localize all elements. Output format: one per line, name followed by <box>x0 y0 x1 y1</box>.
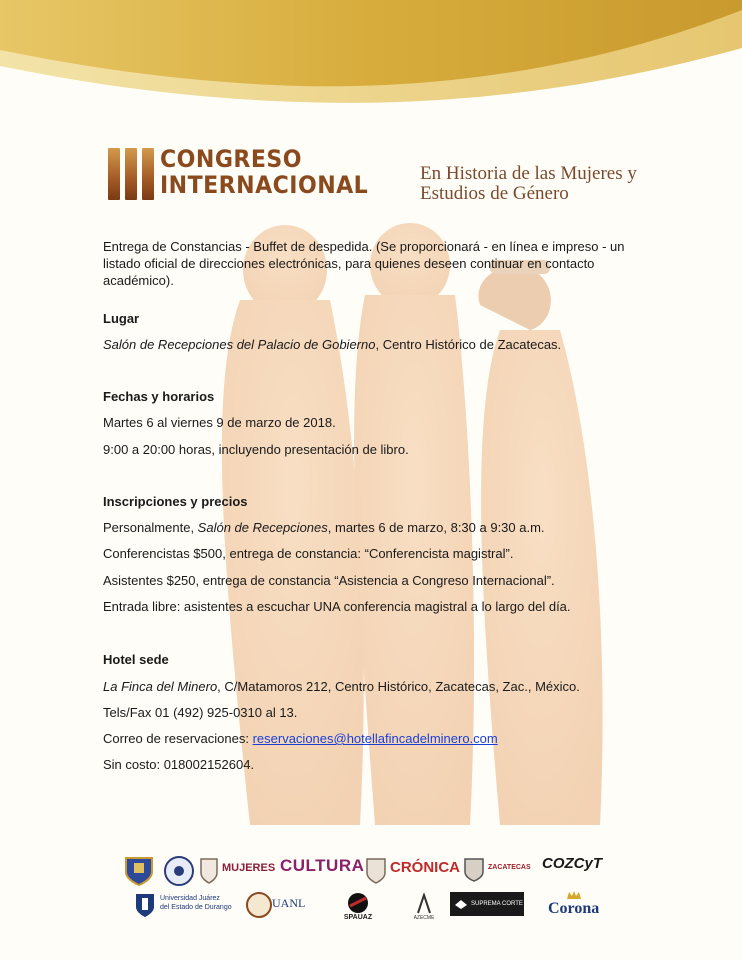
azecme-text: AZECME <box>413 915 435 921</box>
hotel-email-line <box>103 730 498 747</box>
sponsor-logos <box>118 850 618 926</box>
congress-title-line1: CONGRESO <box>160 145 303 173</box>
suprema-corte-logo <box>450 892 524 916</box>
spauaz-logo <box>338 888 378 924</box>
suprema-corte-text: SUPREMA CORTE <box>471 901 523 907</box>
fechas-line2: 9:00 a 20:00 horas, incluyendo presentación de libro. <box>103 442 409 457</box>
inscripciones-line4: Entrada libre: asistentes a escuchar UNA conferencia magistral a lo largo del día. <box>103 599 571 614</box>
mujeres-logo: MUJERES <box>222 862 276 874</box>
subtitle-line1: En Historia de las Mujeres y <box>420 163 637 184</box>
hotel-phone: Tels/Fax 01 (492) 925-0310 al 13. <box>103 705 298 720</box>
ujed-logo-text <box>160 894 232 912</box>
inscripciones-heading: Inscripciones y precios <box>103 494 248 509</box>
uanl-logo: UANL <box>272 896 306 910</box>
roman-numeral-three-logo <box>108 148 156 200</box>
corona-logo <box>548 890 599 918</box>
congress-title <box>160 146 368 198</box>
cultura-logo: CULTURA <box>280 856 365 875</box>
eagle-icon <box>454 897 468 911</box>
cronica-logo: CRÓNICA <box>390 859 460 876</box>
zacatecas-state-seal-icon <box>122 854 156 886</box>
lugar-place-rest: , Centro Histórico de Zacatecas. <box>375 337 562 352</box>
congress-subtitle <box>420 164 637 204</box>
spauaz-text: SPAUAZ <box>343 913 373 921</box>
hotel-line1 <box>103 678 580 695</box>
hotel-address: , C/Matamoros 212, Centro Histórico, Zacatecas, Zac., México. <box>217 679 580 694</box>
intro-paragraph <box>103 238 663 289</box>
fechas-line1: Martes 6 al viernes 9 de marzo de 2018. <box>103 415 336 430</box>
lugar-heading: Lugar <box>103 311 140 326</box>
inscripciones-line1-italic: Salón de Recepciones <box>197 520 328 535</box>
inscripciones-line1-post: , martes 6 de marzo, 8:30 a 9:30 a.m. <box>327 520 545 535</box>
ujed-line2: del Estado de Durango <box>160 904 232 911</box>
cozcyt-logo: COZCyT <box>542 855 602 872</box>
hotel-tollfree: Sin costo: 018002152604. <box>103 757 255 772</box>
inscripciones-line1 <box>103 519 545 536</box>
ujed-line1: Universidad Juárez <box>160 895 220 902</box>
corona-text: Corona <box>548 900 600 917</box>
congress-header <box>108 142 668 212</box>
hotel-name-italic: La Finca del Minero <box>103 679 218 694</box>
top-gold-wave <box>0 0 742 130</box>
subtitle-line2: Estudios de Género <box>420 183 569 204</box>
zacatecas-ayuntamiento-logo: ZACATECAS <box>488 864 531 871</box>
cultura-emblem-icon <box>364 856 388 884</box>
intro-text: Entrega de Constancias - Buffet de despedida. (Se proporcionará - en línea e impreso - un listado oficial de direcciones electrónicas, para quienes deseen continuar en contacto académico). <box>103 239 625 288</box>
uanl-seal-icon <box>246 892 272 918</box>
spauaz-emblem-icon <box>340 892 376 914</box>
azecme-emblem-icon <box>414 893 434 915</box>
inscripciones-line2: Conferencistas $500, entrega de constancia: “Conferencista magistral”. <box>103 546 514 561</box>
azecme-logo <box>412 890 436 924</box>
inscripciones-line3: Asistentes $250, entrega de constancia “Asistencia a Congreso Internacional”. <box>103 573 555 588</box>
lugar-text <box>103 336 561 353</box>
congress-title-line2: INTERNACIONAL <box>160 171 369 199</box>
ayuntamiento-seal-icon <box>462 856 486 882</box>
crown-icon <box>566 890 582 900</box>
lugar-place-italic: Salón de Recepciones del Palacio de Gobierno <box>103 337 376 352</box>
fechas-heading: Fechas y horarios <box>103 389 215 404</box>
inscripciones-line1-pre: Personalmente, <box>103 520 198 535</box>
hotel-email-link[interactable]: reservaciones@hotellafincadelminero.com <box>252 731 498 746</box>
hotel-email-label: Correo de reservaciones: <box>103 731 253 746</box>
mujeres-emblem-icon <box>198 856 220 884</box>
university-seal-icon <box>164 856 194 886</box>
ujed-shield-icon <box>134 892 156 918</box>
hotel-heading: Hotel sede <box>103 652 169 667</box>
